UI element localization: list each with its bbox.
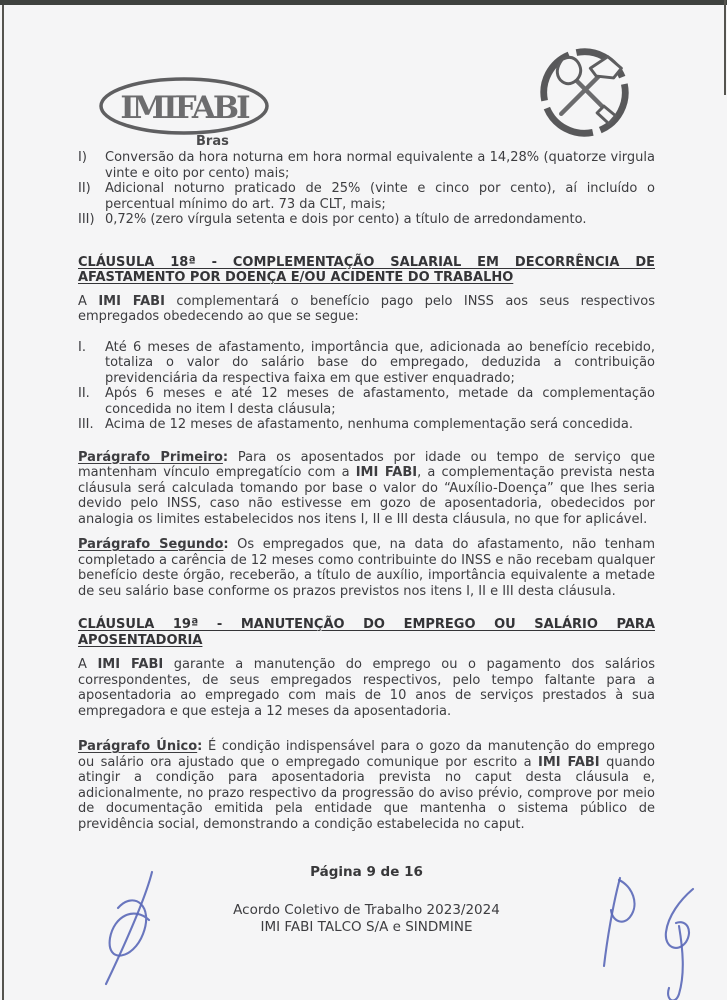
list-marker: II): [78, 181, 91, 196]
clause-18-intro: A IMI FABI complementará o benefício pago pelo INSS aos seus respectivos empregados obedecendo ao que se segue:: [78, 293, 655, 324]
imifabi-logo: [98, 76, 270, 138]
list-item: [78, 150, 655, 181]
list-text: 0,72% (zero vírgula setenta e dois por cento) a título de arredondamento.: [105, 212, 587, 227]
list-item: [78, 417, 655, 433]
document-footer: [78, 902, 655, 936]
clause-18-title: CLÁUSULA 18ª - COMPLEMENTAÇÃO SALARIAL EM DECORRÊNCIA DE AFASTAMENTO POR DOENÇA E/OU ACIDENTE DO TRABALHO: [78, 254, 655, 285]
list-text: Conversão da hora noturna em hora normal equivalente a 14,28% (quatorze virgula vinte e oito por cento) mais;: [105, 150, 655, 181]
clause-19-title: CLÁUSULA 19ª - MANUTENÇÃO DO EMPREGO OU SALÁRIO PARA APOSENTADORIA: [78, 617, 655, 648]
list-text: Até 6 meses de afastamento, importância que, adicionada ao benefício recebido, totaliza o valor do salário base do empregado, deduzida a contribuição previdenciária da respectiva faixa em que estiver enquadrado;: [105, 339, 655, 386]
list-marker: I.: [78, 339, 86, 355]
list-marker: III.: [78, 417, 94, 432]
clause-18-paragraph-segundo: Parágrafo Segundo: Os empregados que, na data do afastamento, não tenham completado a carência de 12 meses como contribuinte do INSS e não recebam qualquer benefício deste órgão, receberão, a título de auxílio, importância equivalente a metade de seu salário base conforme os prazos previstos nos itens I, II e III desta cláusula.: [78, 537, 655, 599]
list-item: [78, 340, 655, 387]
list-text: Após 6 meses e até 12 meses de afastamento, metade da complementação concedida no item I desta cláusula;: [105, 386, 655, 417]
list-text: Adicional noturno praticado de 25% (vinte e cinco por cento), aí incluído o percentual mínimo do art. 73 da CLT, mais;: [105, 181, 655, 212]
list-marker: III): [78, 212, 95, 227]
footer-doc-parties: IMI FABI TALCO S/A e SINDMINE: [260, 918, 473, 935]
list-marker: I): [78, 150, 87, 165]
clause-18-paragraph-primeiro: Parágrafo Primeiro: Para os aposentados por idade ou tempo de serviço que mantenham vínculo empregatício com a IMI FABI, a complementação prevista nesta cláusula será calculada tomando por base o valor do “Auxílio-Doença” que lhes seria devido pelo INSS, caso não estivesse em gozo de aposentadoria, obedecidos por analogia os limites estabelecidos nos itens I, II e III desta cláusula, no que for aplicável.: [78, 449, 656, 527]
list-text: Acima de 12 meses de afastamento, nenhuma complementação será concedida.: [105, 417, 633, 432]
logo-subtext: Bras: [196, 134, 229, 149]
intro-list: [78, 150, 655, 228]
clause-19-intro: A IMI FABI garante a manutenção do emprego ou o pagamento dos salários correspondentes, de seus empregados respectivos, pelo tempo faltante para a aposentadoria ao empregado com mais de 10 anos de serviços prestados à sua empregadora e que esteja a 12 meses da aposentadoria.: [78, 657, 655, 719]
list-item: [78, 181, 655, 212]
mining-union-emblem-icon: [536, 44, 633, 141]
list-item: [78, 386, 655, 417]
page-number: Página 9 de 16: [310, 864, 423, 880]
list-item: [78, 212, 655, 228]
scan-left-edge: [2, 5, 4, 1000]
clause-19-paragraph-unico: Parágrafo Único: É condição indispensável para o gozo da manutenção do emprego ou salário ora ajustado que o empregado comunique por escrito a IMI FABI quando atingir a condição para aposentadoria prevista no caput desta cláusula e, adicionalmente, no prazo respectivo da progressão do aviso prévio, comprove por meio de documentação emitida pela entidade que mantenha o sistema público de previdência social, demonstrando a condição estabelecida no caput.: [78, 739, 655, 832]
clause-18-list: [78, 340, 655, 433]
list-marker: II.: [78, 386, 90, 401]
document-header: [0, 0, 727, 150]
svg-text:IMIFABI: IMIFABI: [120, 90, 248, 126]
footer-doc-title: Acordo Coletivo de Trabalho 2023/2024: [233, 901, 500, 918]
imifabi-logo-icon: [98, 76, 270, 138]
document-body: [0, 150, 727, 936]
